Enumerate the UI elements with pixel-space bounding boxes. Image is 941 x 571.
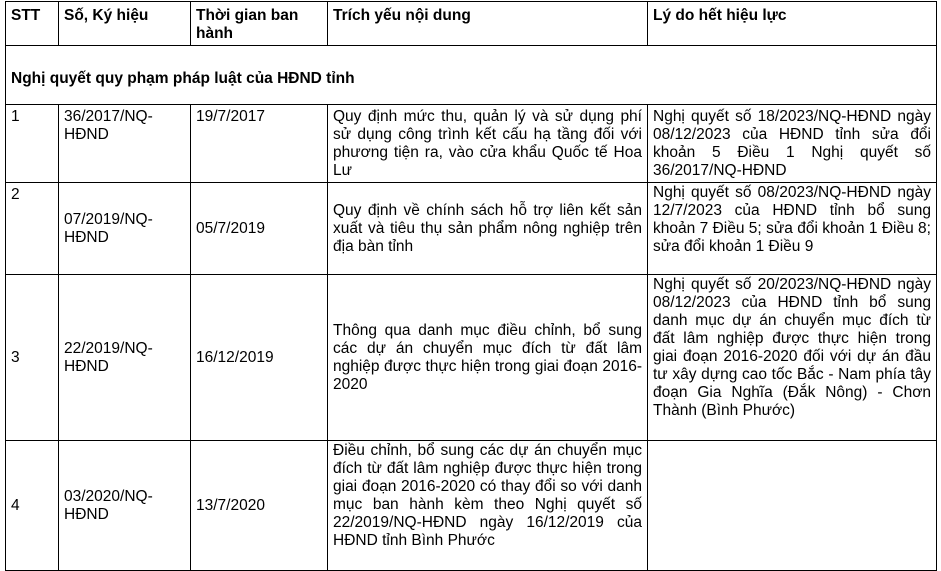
cell-so: 07/2019/NQ-HĐND	[59, 183, 191, 275]
cell-content: Điều chỉnh, bổ sung các dự án chuyển mục đích từ đất lâm nghiệp được thực hiện trong giai đoạn 2016-2020 có thay đổi so với danh mục ban hành kèm theo Nghị quyết số 22/2019/NQ-HĐND ngày 16/12/2019 của HĐND tỉnh Bình Phước	[328, 441, 648, 571]
cell-date: 16/12/2019	[191, 275, 328, 441]
cell-content: Quy định về chính sách hỗ trợ liên kết sản xuất và tiêu thụ sản phẩm nông nghiệp trên địa bàn tỉnh	[328, 183, 648, 275]
cell-content: Quy định mức thu, quản lý và sử dụng phí sử dụng công trình kết cấu hạ tầng đối với phương tiện ra, vào cửa khẩu Quốc tế Hoa Lư	[328, 105, 648, 183]
header-ly-do: Lý do hết hiệu lực	[648, 2, 937, 46]
table-row	[6, 441, 937, 571]
cell-stt: 2	[6, 183, 59, 275]
header-trich-yeu: Trích yếu nội dung	[328, 2, 648, 46]
header-stt: STT	[6, 2, 59, 46]
cell-so: 36/2017/NQ-HĐND	[59, 105, 191, 183]
cell-content: Thông qua danh mục điều chỉnh, bổ sung các dự án chuyển mục đích từ đất lâm nghiệp được thực hiện trong giai đoạn 2016-2020	[328, 275, 648, 441]
section-title: Nghị quyết quy phạm pháp luật của HĐND tỉnh	[6, 46, 937, 105]
legal-documents-table	[5, 1, 937, 571]
cell-reason: Nghị quyết số 18/2023/NQ-HĐND ngày 08/12/2023 của HĐND tỉnh sửa đổi khoản 5 Điều 1 Nghị quyết số 36/2017/NQ-HĐND	[648, 105, 937, 183]
cell-date: 05/7/2019	[191, 183, 328, 275]
cell-stt: 1	[6, 105, 59, 183]
cell-stt: 3	[6, 275, 59, 441]
cell-so: 22/2019/NQ-HĐND	[59, 275, 191, 441]
table-header-row	[6, 2, 937, 46]
cell-so: 03/2020/NQ-HĐND	[59, 441, 191, 571]
cell-date: 13/7/2020	[191, 441, 328, 571]
header-so-ky-hieu: Số, Ký hiệu	[59, 2, 191, 46]
header-thoi-gian: Thời gian ban hành	[191, 2, 328, 46]
cell-stt: 4	[6, 441, 59, 571]
cell-reason	[648, 441, 937, 571]
table-row	[6, 275, 937, 441]
table-row	[6, 183, 937, 275]
section-row	[6, 46, 937, 105]
table-row	[6, 105, 937, 183]
cell-reason: Nghị quyết số 08/2023/NQ-HĐND ngày 12/7/2023 của HĐND tỉnh bổ sung khoản 7 Điều 5; sửa đổi khoản 1 Điều 8; sửa đổi khoản 1 Điều 9	[648, 183, 937, 275]
cell-date: 19/7/2017	[191, 105, 328, 183]
cell-reason: Nghị quyết số 20/2023/NQ-HĐND ngày 08/12/2023 của HĐND tỉnh bổ sung danh mục dự án chuyển mục đích từ đất lâm nghiệp được thực hiện trong giai đoạn 2016-2020 đối với dự án đầu tư xây dựng cao tốc Bắc - Nam phía tây đoạn Gia Nghĩa (Đắk Nông) - Chơn Thành (Bình Phước)	[648, 275, 937, 441]
